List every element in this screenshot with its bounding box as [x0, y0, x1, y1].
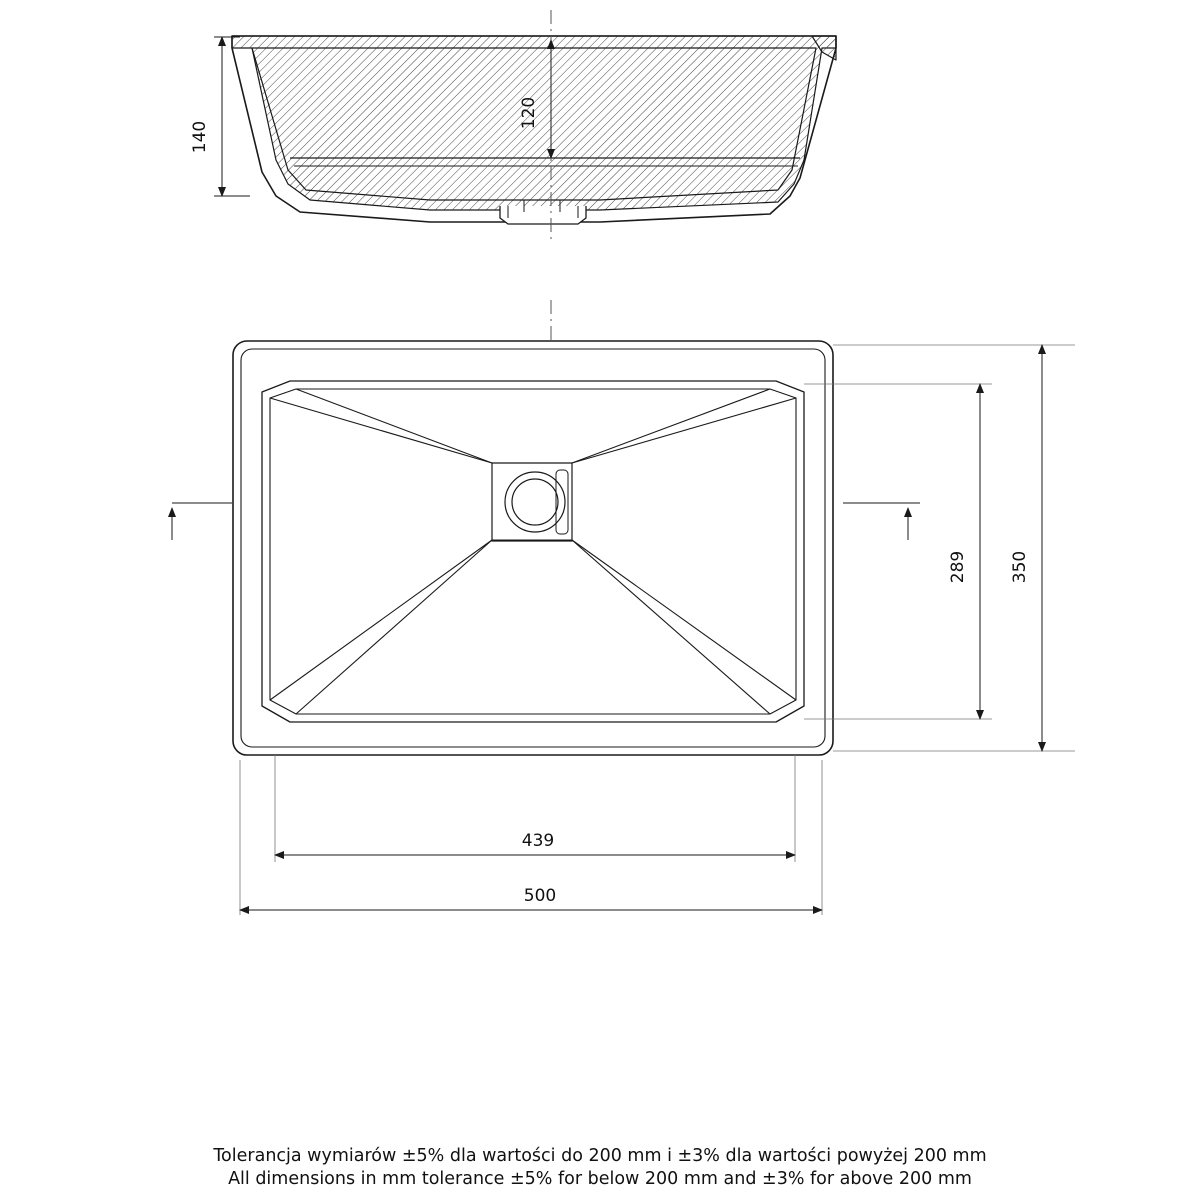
tolerance-note-en: All dimensions in mm tolerance ±5% for below 200 mm and ±3% for above 200 mm	[228, 1169, 972, 1190]
tolerance-note-pl: Tolerancja wymiarów ±5% dla wartości do 200 mm i ±3% dla wartości powyżej 200 mm	[213, 1145, 987, 1166]
dimension-label-289: 289	[948, 550, 968, 584]
tolerance-notes	[0, 1145, 1200, 1192]
dimension-label-500: 500	[523, 886, 557, 906]
dimension-label-439: 439	[521, 831, 555, 851]
dimension-label-120: 120	[519, 96, 539, 130]
dimension-label-140: 140	[190, 120, 210, 154]
top-view	[233, 341, 833, 755]
dimension-label-350: 350	[1010, 550, 1030, 584]
